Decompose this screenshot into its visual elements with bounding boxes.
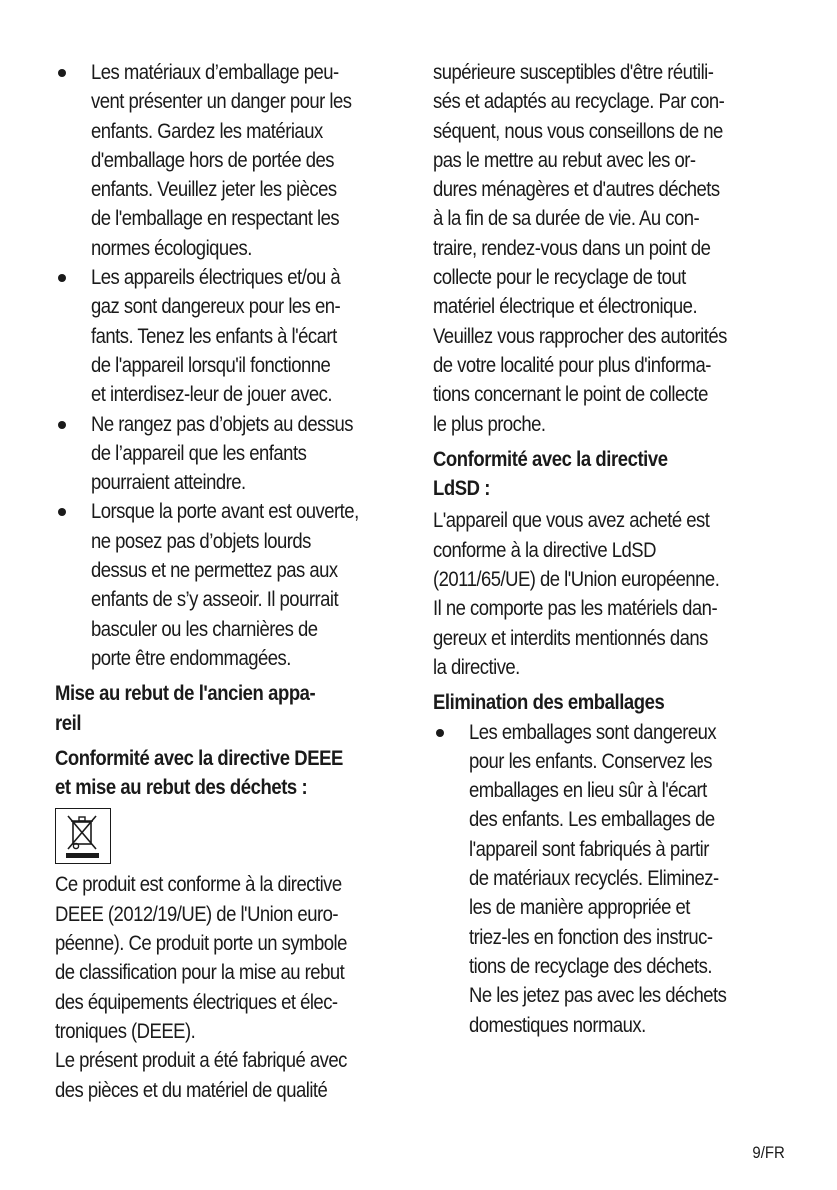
section-heading: Mise au rebut de l'ancien appa- reil bbox=[55, 681, 316, 735]
page-number: 9/FR bbox=[752, 1143, 785, 1162]
section-heading: Conformité avec la directive DEEE et mise au rebut des déchets : bbox=[55, 745, 343, 800]
list-item: Les matériaux d’emballage peu- vent présenter un danger pour les enfants. Gardez les matériaux d'emballage hors de portée des enfants. Veuillez jeter les pièces de l'emballage en respectant les normes écologiques. bbox=[91, 58, 415, 263]
paragraph: L'appareil que vous avez acheté est conforme à la directive LdSD (2011/65/UE) de l'Union européenne. Il ne comporte pas les matériels dan- gereux et interdits mentionnés dans la directive. bbox=[433, 508, 720, 679]
crossed-out-wheeled-bin-icon bbox=[55, 808, 111, 864]
list-item: Les emballages sont dangereux pour les enfants. Conservez les emballages en lieu sûr à l'écart des enfants. Les emballages de l'appareil sont fabriqués à partir de matériaux recyclés. Eliminez- les de manière appropriée et triez-les en fonction des instruc- tions de recyclage des déchets. Ne les jetez pas avec les déchets domestiques normaux. bbox=[469, 718, 793, 1040]
list-item: Ne rangez pas d’objets au dessus de l’appareil que les enfants pourraient atteindre. bbox=[91, 410, 415, 498]
bullet-icon bbox=[58, 69, 66, 77]
bullet-icon bbox=[58, 508, 66, 516]
list-item: Les appareils électriques et/ou à gaz sont dangereux pour les en- fants. Tenez les enfants à l'écart de l'appareil lorsqu'il fonctionne et interdisez-leur de jouer avec. bbox=[91, 263, 415, 409]
section-heading: Elimination des emballages bbox=[433, 690, 665, 715]
bullet-icon bbox=[58, 274, 66, 282]
right-column bbox=[433, 58, 793, 1040]
left-column bbox=[55, 58, 415, 1105]
section-heading: Conformité avec la directive LdSD : bbox=[433, 446, 668, 501]
bullet-icon bbox=[58, 421, 66, 429]
paragraph: supérieure susceptibles d'être réutili- sés et adaptés au recyclage. Par con- séquent, nous vous conseillons de ne pas le mettre au rebut avec les or- dures ménagères et d'autres déchets à la fin de sa durée de vie. Au con- traire, rendez-vous dans un point de collecte pour le recyclage de tout matériel électrique et électronique. Veuillez vous rapprocher des autorités de votre localité pour plus d'informa- tions concernant le point de collecte le plus proche. bbox=[433, 60, 727, 436]
paragraph: Ce produit est conforme à la directive DEEE (2012/19/UE) de l'Union euro- péenne). Ce produit porte un symbole de classification pour la mise au rebut des équipements électriques et élec- troniques (DEEE). bbox=[55, 872, 347, 1043]
paragraph: Le présent produit a été fabriqué avec des pièces et du matériel de qualité bbox=[55, 1048, 347, 1102]
list-item: Lorsque la porte avant est ouverte, ne posez pas d’objets lourds dessus et ne permettez pas aux enfants de s’y asseoir. Il pourrait basculer ou les charnières de porte être endommagées. bbox=[91, 497, 415, 673]
bullet-icon bbox=[436, 729, 444, 737]
emphasis-text: ne posez pas bbox=[91, 528, 195, 553]
emphasis-text: ne permettez pas bbox=[170, 558, 305, 583]
